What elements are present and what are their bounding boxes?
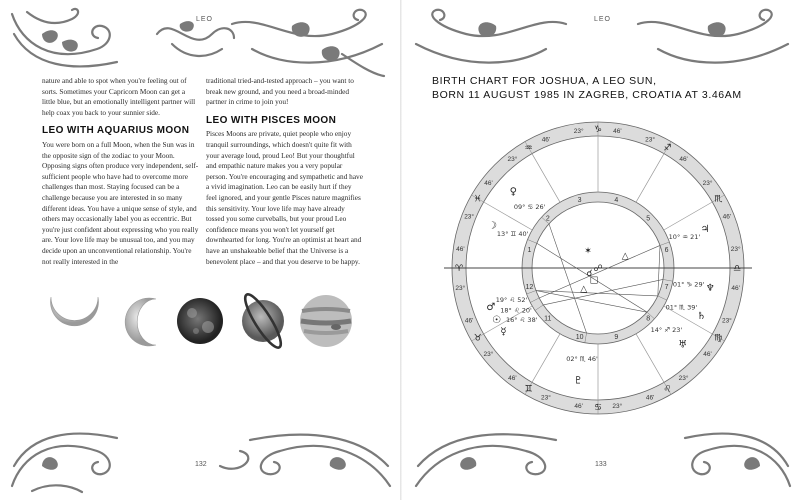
saturn-icon [240, 291, 286, 351]
house-number: 8 [646, 315, 651, 323]
planet-position: 10° ♒ 21' [668, 233, 701, 242]
aspect-symbol: ✶ [584, 246, 592, 257]
cusp-degree: 23° [455, 284, 466, 292]
page-number: 133 [595, 461, 607, 468]
section-heading-pisces: LEO WITH PISCES MOON [206, 114, 337, 126]
running-head: LEO [594, 16, 612, 23]
cusp-degree: 23° [645, 136, 655, 144]
planet-glyph: ☿ [500, 326, 507, 338]
cusp-minute: 46' [679, 155, 688, 163]
corner-ornament-bottom-left [406, 396, 586, 496]
cusp-degree: 23° [483, 351, 494, 359]
cusp-sign-glyph: ♓ [473, 194, 482, 205]
planet-position: 19° ♌ 52' [495, 295, 528, 304]
house-number: 4 [614, 196, 619, 204]
cusp-sign-glyph: ♎ [732, 264, 742, 274]
house-number: 9 [614, 334, 619, 342]
planet-position: 01° ♏ 39' [665, 303, 698, 312]
cusp-minute: 46' [484, 179, 493, 187]
cusp-minute: 46' [574, 403, 583, 411]
house-number: 3 [577, 196, 582, 204]
cusp-sign-glyph: ♐ [663, 143, 672, 154]
cusp-minute: 46' [703, 351, 712, 359]
cusp-sign-glyph: ♍ [714, 333, 723, 344]
cusp-sign-glyph: ♉ [473, 333, 482, 344]
cusp-minute: 46' [464, 317, 474, 325]
cusp-sign-glyph: ♌ [663, 384, 672, 395]
jupiter-icon [300, 295, 352, 347]
planet-position: 16° ♌ 38' [505, 315, 538, 324]
planet-glyph: ♂ [486, 301, 496, 313]
house-number: 1 [527, 247, 532, 255]
cusp-degree: 23° [612, 403, 623, 411]
moon-icon [177, 298, 223, 344]
planet-glyph: ♀ [509, 186, 517, 198]
house-number: 10 [575, 334, 584, 342]
cusp-sign-glyph: ♊ [524, 384, 533, 395]
cusp-minute: 46' [722, 213, 732, 221]
cusp-minute: 46' [456, 246, 465, 254]
cusp-degree: 23° [702, 179, 713, 187]
cusp-minute: 46' [613, 127, 622, 135]
chart-title-line: BIRTH CHART FOR JOSHUA, A LEO SUN, [432, 75, 657, 87]
planet-position: 01° ♑ 29' [672, 280, 705, 289]
cusp-sign-glyph: ♒ [524, 143, 533, 154]
cusp-sign-glyph: ♏ [714, 194, 723, 205]
planet-glyph: ☉ [491, 314, 501, 326]
aspect-symbol: ☍ [593, 264, 603, 274]
planet-glyph: ♅ [678, 339, 688, 351]
cusp-minute: 46' [645, 394, 655, 402]
page-number: 132 [195, 461, 207, 468]
planet-glyph: ♃ [700, 224, 710, 236]
planet-glyph: ♆ [705, 282, 715, 294]
cusp-minute: 46' [541, 136, 551, 144]
house-number: 7 [664, 283, 669, 291]
cusp-degree: 23° [541, 394, 551, 402]
house-number: 11 [544, 315, 552, 323]
cusp-degree: 23° [730, 246, 741, 254]
left-column [42, 76, 200, 267]
moon-illustrations [46, 291, 356, 351]
corner-ornament-bottom-left [2, 396, 122, 496]
right-column [206, 76, 364, 267]
planet-glyph: ♄ [696, 311, 706, 323]
cusp-minute: 46' [508, 375, 517, 383]
corner-ornament-bottom-right [200, 396, 400, 496]
planet-position: 18° ♌ 20' [500, 306, 532, 315]
cusp-degree: 23° [721, 317, 732, 325]
cusp-degree: 23° [464, 213, 475, 221]
aspect-symbol: ☌ [586, 269, 593, 279]
cusp-degree: 23° [573, 127, 584, 135]
planet-position: 09° ♋ 26' [513, 202, 546, 211]
cusp-sign-glyph: ♈ [454, 264, 464, 274]
cusp-degree: 23° [507, 155, 518, 163]
house-number: 5 [646, 215, 651, 223]
cusp-degree: 23° [678, 375, 689, 383]
aspect-symbol: △ [621, 251, 629, 262]
paragraph: nature and able to spot when you're feeling out of sorts. Sometimes your Capricorn Moon can get a little blue, but an emotionally intelligent partner will help coax you back to your sunnier side. [42, 76, 196, 117]
right-page [402, 0, 803, 500]
cusp-sign-glyph: ♋ [593, 403, 603, 413]
house-number: 6 [664, 247, 669, 255]
section-heading-aquarius: LEO WITH AQUARIUS MOON [42, 125, 190, 137]
chart-title-line: BORN 11 AUGUST 1985 IN ZAGREB, CROATIA AT 3.46AM [432, 89, 742, 101]
house-number: 2 [545, 215, 550, 223]
planet-position: 02° ♏ 46' [566, 355, 598, 364]
moon-crescent-icon [51, 297, 99, 326]
house-number: 12 [525, 283, 534, 291]
aspect-symbol: △ [580, 284, 588, 295]
aspect-symbol: □ [589, 275, 599, 286]
corner-ornament-bottom-right [680, 396, 800, 496]
cusp-minute: 46' [731, 284, 740, 292]
paragraph: traditional tried-and-tested approach – you want to break new ground, and you need a broad-minded partner in crime to join you! [206, 76, 354, 107]
left-page [0, 0, 401, 500]
planet-glyph: ☽ [487, 220, 497, 232]
planet-position: 14° ♐ 23' [650, 326, 683, 335]
paragraph: Pisces Moons are private, quiet people who enjoy tranquil surroundings, which doesn't quite fit with your average loud, proud Leo! But your thoughtful and empathic nature makes you a very popular person. You're encouraging and sympathetic and have a vivid imagination. Leo can be easily hurt if they feel ignored, and your gentle Pisces nature magnifies this sensitivity. Your love life may have already tossed you some curveballs, but your proud Leo confidence means you won't let yourself get downhearted for long. You're an optimist at heart and have an unshakeable belief that the Universe is a benevolent place – and that you deserve to be happy. [206, 129, 363, 266]
cusp-sign-glyph: ♑ [593, 125, 603, 135]
paragraph: You were born on a full Moon, when the Sun was in the opposite sign of the zodiac to your Moon. Opposing signs often produce very independent, self-sufficient people who have had to overcome more challenges than most. Staying focused can be a challenge because you are interested in so many different ideas. You have a unique sense of style, and others may occasionally label you as eccentric. But you're just confident about expressing who you really are. Your love life may be unusual too, and you may decide upon an unconventional relationship. You're not really interested in the [42, 139, 199, 266]
moon-crescent-icon [125, 298, 156, 346]
running-head: LEO [196, 16, 214, 23]
planet-glyph: ♇ [573, 375, 583, 387]
corner-ornament-top-right [222, 4, 392, 84]
corner-ornament-top-left [2, 4, 122, 74]
planet-position: 13° ♊ 40' [496, 230, 529, 239]
